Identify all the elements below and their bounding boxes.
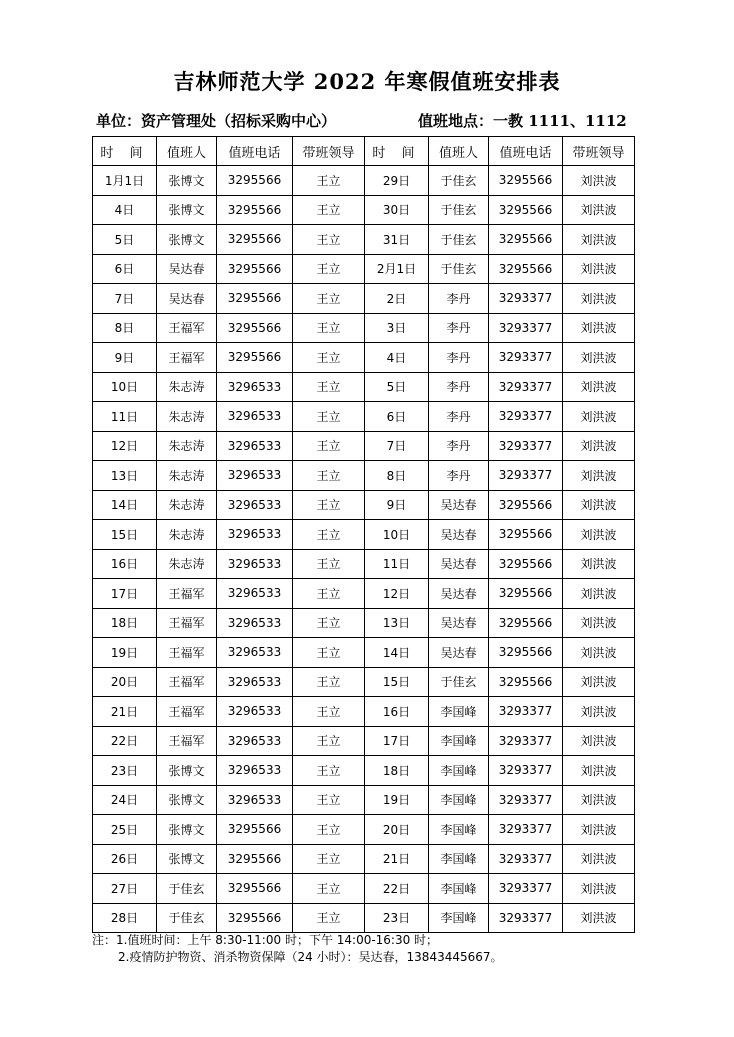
cell-phone: 3295566 xyxy=(489,195,563,225)
cell-phone: 3296533 xyxy=(217,667,293,697)
table-row xyxy=(93,343,635,373)
cell-date: 10日 xyxy=(365,520,429,550)
cell-leader: 刘洪波 xyxy=(563,254,635,284)
cell-phone: 3295566 xyxy=(489,225,563,255)
cell-leader: 刘洪波 xyxy=(563,431,635,461)
cell-person: 李丹 xyxy=(429,343,489,373)
cell-date: 25日 xyxy=(93,815,157,845)
cell-date: 5日 xyxy=(93,225,157,255)
cell-person: 张博文 xyxy=(157,195,217,225)
cell-leader: 刘洪波 xyxy=(563,402,635,432)
cell-leader: 王立 xyxy=(293,903,365,933)
cell-phone: 3295566 xyxy=(489,166,563,196)
cell-leader: 王立 xyxy=(293,785,365,815)
cell-phone: 3296533 xyxy=(217,756,293,786)
cell-person: 王福军 xyxy=(157,697,217,727)
cell-date: 30日 xyxy=(365,195,429,225)
cell-leader: 刘洪波 xyxy=(563,667,635,697)
table-row xyxy=(93,431,635,461)
cell-date: 1月1日 xyxy=(93,166,157,196)
table-row xyxy=(93,461,635,491)
cell-person: 李国峰 xyxy=(429,726,489,756)
cell-phone: 3293377 xyxy=(489,431,563,461)
cell-phone: 3296533 xyxy=(217,638,293,668)
duty-location: 值班地点：一教 1111、1112 xyxy=(418,112,627,130)
cell-person: 张博文 xyxy=(157,785,217,815)
cell-person: 吴达春 xyxy=(429,638,489,668)
cell-leader: 刘洪波 xyxy=(563,520,635,550)
cell-date: 20日 xyxy=(93,667,157,697)
cell-person: 李丹 xyxy=(429,313,489,343)
cell-phone: 3293377 xyxy=(489,785,563,815)
cell-date: 7日 xyxy=(365,431,429,461)
cell-leader: 刘洪波 xyxy=(563,726,635,756)
cell-leader: 刘洪波 xyxy=(563,313,635,343)
cell-phone: 3293377 xyxy=(489,844,563,874)
table-row xyxy=(93,667,635,697)
cell-person: 吴达春 xyxy=(429,520,489,550)
cell-phone: 3293377 xyxy=(489,697,563,727)
cell-phone: 3296533 xyxy=(217,520,293,550)
cell-phone: 3293377 xyxy=(489,756,563,786)
cell-date: 10日 xyxy=(93,372,157,402)
cell-person: 朱志涛 xyxy=(157,372,217,402)
cell-date: 8日 xyxy=(365,461,429,491)
page-title: 吉林师范大学 2022 年寒假值班安排表 xyxy=(173,69,561,94)
cell-date: 18日 xyxy=(93,608,157,638)
cell-person: 王福军 xyxy=(157,726,217,756)
cell-phone: 3296533 xyxy=(217,549,293,579)
cell-phone: 3295566 xyxy=(217,284,293,314)
cell-phone: 3296533 xyxy=(217,372,293,402)
cell-leader: 王立 xyxy=(293,844,365,874)
cell-leader: 王立 xyxy=(293,402,365,432)
cell-person: 于佳玄 xyxy=(429,254,489,284)
cell-date: 15日 xyxy=(93,520,157,550)
cell-leader: 刘洪波 xyxy=(563,225,635,255)
cell-person: 于佳玄 xyxy=(157,874,217,904)
cell-date: 4日 xyxy=(93,195,157,225)
cell-date: 17日 xyxy=(93,579,157,609)
cell-date: 12日 xyxy=(93,431,157,461)
cell-date: 13日 xyxy=(93,461,157,491)
cell-phone: 3296533 xyxy=(217,490,293,520)
cell-person: 李国峰 xyxy=(429,756,489,786)
table-row xyxy=(93,549,635,579)
cell-leader: 刘洪波 xyxy=(563,608,635,638)
cell-phone: 3296533 xyxy=(217,461,293,491)
cell-phone: 3295566 xyxy=(489,520,563,550)
cell-date: 23日 xyxy=(93,756,157,786)
cell-leader: 刘洪波 xyxy=(563,490,635,520)
cell-date: 26日 xyxy=(93,844,157,874)
cell-date: 20日 xyxy=(365,815,429,845)
cell-date: 27日 xyxy=(93,874,157,904)
cell-person: 朱志涛 xyxy=(157,490,217,520)
note-line-2: 2.疫情防护物资、消杀物资保障（24 小时）：吴达春，13843445667。 xyxy=(118,950,503,964)
cell-phone: 3295566 xyxy=(489,638,563,668)
header-person: 值班人 xyxy=(157,137,217,166)
cell-leader: 王立 xyxy=(293,254,365,284)
note-line-1: 注：1.值班时间：上午 8:30-11:00 时；下午 14:00-16:30 时； xyxy=(92,933,439,947)
cell-person: 王福军 xyxy=(157,667,217,697)
cell-person: 李丹 xyxy=(429,461,489,491)
table-row xyxy=(93,815,635,845)
cell-person: 于佳玄 xyxy=(157,903,217,933)
table-row xyxy=(93,195,635,225)
cell-leader: 王立 xyxy=(293,667,365,697)
cell-person: 吴达春 xyxy=(429,608,489,638)
cell-person: 张博文 xyxy=(157,756,217,786)
cell-person: 王福军 xyxy=(157,579,217,609)
cell-leader: 刘洪波 xyxy=(563,372,635,402)
table-row xyxy=(93,785,635,815)
table-row xyxy=(93,756,635,786)
cell-date: 2月1日 xyxy=(365,254,429,284)
cell-date: 21日 xyxy=(365,844,429,874)
cell-person: 李国峰 xyxy=(429,785,489,815)
cell-leader: 王立 xyxy=(293,697,365,727)
cell-date: 28日 xyxy=(93,903,157,933)
table-row xyxy=(93,490,635,520)
cell-person: 李丹 xyxy=(429,372,489,402)
cell-person: 李国峰 xyxy=(429,903,489,933)
cell-leader: 刘洪波 xyxy=(563,579,635,609)
cell-phone: 3293377 xyxy=(489,402,563,432)
notes xyxy=(92,932,712,966)
cell-phone: 3293377 xyxy=(489,461,563,491)
cell-leader: 刘洪波 xyxy=(563,815,635,845)
header-time: 时 间 xyxy=(93,137,157,166)
cell-date: 7日 xyxy=(93,284,157,314)
table-row xyxy=(93,402,635,432)
cell-phone: 3296533 xyxy=(217,726,293,756)
cell-leader: 刘洪波 xyxy=(563,697,635,727)
cell-phone: 3295566 xyxy=(489,608,563,638)
cell-phone: 3295566 xyxy=(217,166,293,196)
cell-person: 王福军 xyxy=(157,343,217,373)
cell-leader: 刘洪波 xyxy=(563,166,635,196)
header-leader: 带班领导 xyxy=(563,137,635,166)
cell-leader: 王立 xyxy=(293,461,365,491)
cell-phone: 3295566 xyxy=(217,874,293,904)
cell-phone: 3293377 xyxy=(489,313,563,343)
cell-person: 朱志涛 xyxy=(157,461,217,491)
cell-person: 李国峰 xyxy=(429,844,489,874)
cell-phone: 3295566 xyxy=(489,549,563,579)
cell-date: 14日 xyxy=(93,490,157,520)
cell-person: 张博文 xyxy=(157,166,217,196)
cell-leader: 王立 xyxy=(293,549,365,579)
cell-person: 朱志涛 xyxy=(157,402,217,432)
table-row xyxy=(93,579,635,609)
cell-date: 15日 xyxy=(365,667,429,697)
cell-phone: 3296533 xyxy=(217,697,293,727)
cell-date: 17日 xyxy=(365,726,429,756)
cell-date: 22日 xyxy=(365,874,429,904)
cell-leader: 刘洪波 xyxy=(563,343,635,373)
table-header-row xyxy=(93,137,635,166)
cell-person: 朱志涛 xyxy=(157,431,217,461)
table-row xyxy=(93,254,635,284)
cell-person: 于佳玄 xyxy=(429,166,489,196)
cell-leader: 王立 xyxy=(293,284,365,314)
table-row xyxy=(93,608,635,638)
cell-phone: 3295566 xyxy=(217,343,293,373)
cell-person: 张博文 xyxy=(157,225,217,255)
header-phone: 值班电话 xyxy=(217,137,293,166)
cell-leader: 刘洪波 xyxy=(563,844,635,874)
cell-leader: 王立 xyxy=(293,579,365,609)
header-person: 值班人 xyxy=(429,137,489,166)
cell-phone: 3295566 xyxy=(217,225,293,255)
cell-leader: 刘洪波 xyxy=(563,785,635,815)
cell-date: 6日 xyxy=(365,402,429,432)
cell-phone: 3293377 xyxy=(489,903,563,933)
cell-phone: 3295566 xyxy=(217,254,293,284)
cell-leader: 王立 xyxy=(293,431,365,461)
cell-person: 王福军 xyxy=(157,638,217,668)
cell-date: 6日 xyxy=(93,254,157,284)
table-row xyxy=(93,844,635,874)
table-row xyxy=(93,225,635,255)
cell-leader: 刘洪波 xyxy=(563,756,635,786)
cell-date: 16日 xyxy=(93,549,157,579)
cell-date: 4日 xyxy=(365,343,429,373)
cell-date: 23日 xyxy=(365,903,429,933)
cell-leader: 王立 xyxy=(293,225,365,255)
cell-leader: 王立 xyxy=(293,343,365,373)
cell-leader: 王立 xyxy=(293,490,365,520)
table-row xyxy=(93,726,635,756)
cell-leader: 王立 xyxy=(293,166,365,196)
cell-date: 12日 xyxy=(365,579,429,609)
cell-leader: 王立 xyxy=(293,874,365,904)
duty-schedule-table xyxy=(92,136,635,933)
table-row xyxy=(93,313,635,343)
cell-leader: 刘洪波 xyxy=(563,284,635,314)
cell-leader: 王立 xyxy=(293,815,365,845)
cell-person: 于佳玄 xyxy=(429,667,489,697)
cell-person: 李丹 xyxy=(429,402,489,432)
cell-phone: 3293377 xyxy=(489,343,563,373)
cell-date: 2日 xyxy=(365,284,429,314)
cell-phone: 3293377 xyxy=(489,284,563,314)
table-row xyxy=(93,166,635,196)
cell-date: 19日 xyxy=(93,638,157,668)
cell-person: 于佳玄 xyxy=(429,195,489,225)
cell-phone: 3295566 xyxy=(217,903,293,933)
cell-leader: 刘洪波 xyxy=(563,461,635,491)
cell-leader: 刘洪波 xyxy=(563,874,635,904)
table-row xyxy=(93,638,635,668)
cell-phone: 3295566 xyxy=(489,579,563,609)
unit-label: 单位：资产管理处（招标采购中心） xyxy=(96,112,337,130)
cell-date: 11日 xyxy=(93,402,157,432)
cell-date: 8日 xyxy=(93,313,157,343)
cell-leader: 刘洪波 xyxy=(563,195,635,225)
cell-person: 张博文 xyxy=(157,815,217,845)
cell-person: 王福军 xyxy=(157,608,217,638)
header-leader: 带班领导 xyxy=(293,137,365,166)
cell-phone: 3295566 xyxy=(217,195,293,225)
cell-date: 29日 xyxy=(365,166,429,196)
cell-phone: 3295566 xyxy=(217,844,293,874)
cell-date: 22日 xyxy=(93,726,157,756)
cell-person: 吴达春 xyxy=(429,490,489,520)
cell-phone: 3296533 xyxy=(217,608,293,638)
cell-leader: 刘洪波 xyxy=(563,549,635,579)
cell-person: 吴达春 xyxy=(157,284,217,314)
cell-phone: 3293377 xyxy=(489,874,563,904)
cell-person: 李国峰 xyxy=(429,697,489,727)
cell-phone: 3296533 xyxy=(217,579,293,609)
cell-phone: 3295566 xyxy=(217,815,293,845)
cell-date: 21日 xyxy=(93,697,157,727)
cell-date: 9日 xyxy=(93,343,157,373)
table-body xyxy=(93,166,635,933)
cell-person: 王福军 xyxy=(157,313,217,343)
cell-leader: 刘洪波 xyxy=(563,903,635,933)
cell-date: 31日 xyxy=(365,225,429,255)
cell-date: 14日 xyxy=(365,638,429,668)
cell-phone: 3293377 xyxy=(489,372,563,402)
cell-phone: 3295566 xyxy=(217,313,293,343)
cell-leader: 王立 xyxy=(293,313,365,343)
cell-person: 于佳玄 xyxy=(429,225,489,255)
cell-leader: 王立 xyxy=(293,638,365,668)
cell-person: 李国峰 xyxy=(429,815,489,845)
cell-leader: 王立 xyxy=(293,195,365,225)
cell-phone: 3296533 xyxy=(217,402,293,432)
cell-phone: 3295566 xyxy=(489,667,563,697)
cell-person: 吴达春 xyxy=(429,549,489,579)
cell-leader: 刘洪波 xyxy=(563,638,635,668)
cell-leader: 王立 xyxy=(293,608,365,638)
cell-phone: 3293377 xyxy=(489,815,563,845)
cell-phone: 3295566 xyxy=(489,254,563,284)
table-row xyxy=(93,284,635,314)
cell-date: 13日 xyxy=(365,608,429,638)
table-row xyxy=(93,903,635,933)
cell-person: 李丹 xyxy=(429,284,489,314)
cell-date: 19日 xyxy=(365,785,429,815)
cell-date: 18日 xyxy=(365,756,429,786)
table-row xyxy=(93,697,635,727)
table-row xyxy=(93,520,635,550)
cell-date: 24日 xyxy=(93,785,157,815)
cell-leader: 王立 xyxy=(293,372,365,402)
cell-person: 吴达春 xyxy=(157,254,217,284)
cell-person: 李国峰 xyxy=(429,874,489,904)
cell-person: 朱志涛 xyxy=(157,549,217,579)
cell-phone: 3293377 xyxy=(489,726,563,756)
cell-date: 16日 xyxy=(365,697,429,727)
cell-date: 11日 xyxy=(365,549,429,579)
cell-date: 9日 xyxy=(365,490,429,520)
cell-date: 3日 xyxy=(365,313,429,343)
cell-person: 朱志涛 xyxy=(157,520,217,550)
cell-person: 李丹 xyxy=(429,431,489,461)
unit-line xyxy=(96,110,656,132)
header-phone: 值班电话 xyxy=(489,137,563,166)
cell-phone: 3296533 xyxy=(217,431,293,461)
cell-leader: 王立 xyxy=(293,726,365,756)
cell-person: 张博文 xyxy=(157,844,217,874)
cell-leader: 王立 xyxy=(293,520,365,550)
table-row xyxy=(93,372,635,402)
cell-date: 5日 xyxy=(365,372,429,402)
cell-leader: 王立 xyxy=(293,756,365,786)
header-time: 时 间 xyxy=(365,137,429,166)
table-row xyxy=(93,874,635,904)
cell-phone: 3295566 xyxy=(489,490,563,520)
cell-phone: 3296533 xyxy=(217,785,293,815)
cell-person: 吴达春 xyxy=(429,579,489,609)
